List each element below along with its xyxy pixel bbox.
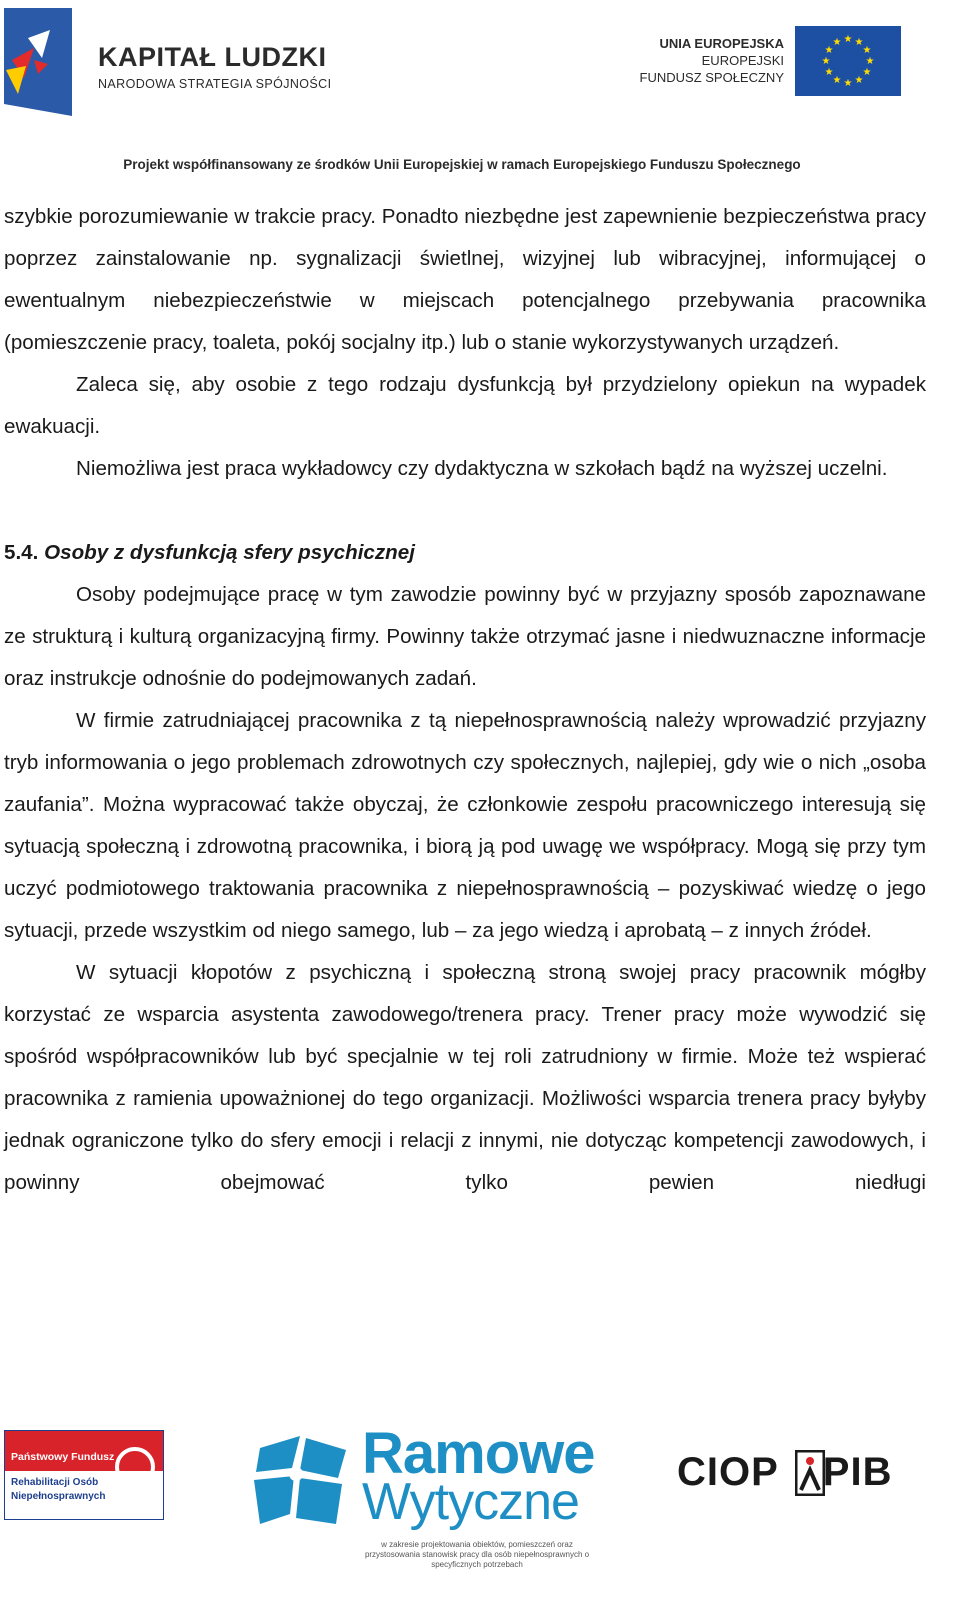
paragraph-4: Osoby podejmujące pracę w tym zawodzie powinny być w przyjazny sposób zapoznawane ze strukturą i kulturą organizacyjną firmy. Powinny także otrzymać jasne i niedwuznaczne informacje oraz instrukcje odnośnie do podejmowanych zadań. — [4, 583, 926, 690]
section-title: Osoby z dysfunkcją sfery psychicznej — [44, 541, 415, 564]
ramowe-wytyczne-subtitle: w zakresie projektowania obiektów, pomieszczeń oraz przystosowania stanowisk pracy dla osób niepełnosprawnych o specyficznych potrzebach — [364, 1540, 590, 1569]
pfron-line-2: Rehabilitacji Osób — [11, 1477, 99, 1488]
page-footer — [0, 1420, 960, 1620]
svg-text:★: ★ — [854, 75, 864, 86]
paragraph-6: W sytuacji kłopotów z psychiczną i społeczną stroną swojej pracy pracownik mógłby korzystać ze wsparcia asystenta zawodowego/trenera pracy. Trener pracy może wywodzić się spośród współpracowników lub być specjalnie w tej roli zatrudniony w firmie. Może też wspierać pracownika z ramienia upoważnionej do tego organizacji. Możliwości wsparcia trenera pracy byłyby jednak ograniczone tylko do sfery emocji i relacji z innymi, nie dotycząc kompetencji zawodowych, i powinny obejmować tylko pewien niedługi — [4, 961, 926, 1194]
wytyczne-title: Wytyczne — [362, 1473, 579, 1531]
paragraph-1: szybkie porozumiewanie w trakcie pracy. Ponadto niezbędne jest zapewnienie bezpieczeństwa pracy poprzez zainstalowanie np. sygnalizacji świetlnej, wizyjnej lub wibracyjnej, informującej o ewentualnym niebezpieczeństwie w miejscach potencjalnego przebywania pracownika (pomieszczenie pracy, toaleta, pokój socjalny itp.) lub o stanie wykorzystywanych urządzeń. — [4, 205, 926, 354]
svg-text:★: ★ — [862, 45, 872, 56]
eu-line-1: UNIA EUROPEJSKA — [659, 36, 784, 51]
ramowe-title: Ramowe — [362, 1421, 595, 1486]
eu-fund-text — [600, 35, 784, 86]
svg-text:★: ★ — [865, 56, 875, 67]
paragraph-2: Zaleca się, aby osobie z tego rodzaju dysfunkcją był przydzielony opiekun na wypadek ewakuacji. — [4, 373, 926, 438]
svg-text:★: ★ — [824, 67, 834, 78]
section-number: 5.4. — [4, 541, 39, 564]
kapital-ludzki-logo — [4, 8, 84, 116]
ciop-figure-icon — [795, 1450, 825, 1496]
page-header — [0, 0, 960, 190]
svg-text:★: ★ — [832, 75, 842, 86]
ciop-text: CIOP — [677, 1450, 779, 1494]
paragraph-5: W firmie zatrudniającej pracownika z tą niepełnosprawnością należy wprowadzić przyjazny tryb informowania o jego problemach zdrowotnych czy społecznych, najlepiej, gdy wie o nich „osoba zaufania”. Można wypracować także obyczaj, że członkowie zespołu pracowniczego interesują się sytuacją społeczną i zdrowotną pracownika, i biorą ją pod uwagę we współpracy. Mogą się przy tym uczyć podmiotowego traktowania pracownika z niepełnosprawnością – pozyskiwać wiedzę o jego sytuacji, przede wszystkim od niego samego, lub – za jego wiedzą i aprobatą – z innych źródeł. — [4, 709, 926, 942]
svg-text:★: ★ — [862, 67, 872, 78]
svg-text:★: ★ — [824, 45, 834, 56]
eu-flag-icon — [795, 26, 901, 96]
pfron-line-3: Niepełnosprawnych — [11, 1491, 106, 1502]
kapital-ludzki-title: KAPITAŁ LUDZKI — [98, 42, 327, 72]
document-body — [4, 196, 926, 1204]
cofinancing-note: Projekt współfinansowany ze środków Unii Europejskiej w ramach Europejskiego Funduszu Społecznego — [123, 157, 801, 172]
pfron-logo — [4, 1430, 164, 1520]
pib-text: PIB — [822, 1450, 893, 1494]
svg-text:★: ★ — [843, 78, 853, 89]
pfron-line-1: Państwowy Fundusz — [11, 1451, 115, 1463]
svg-text:★: ★ — [821, 56, 831, 67]
section-heading — [4, 532, 926, 574]
eu-line-2: EUROPEJSKI — [701, 53, 784, 68]
ramowe-wytyczne-icon — [250, 1428, 360, 1538]
svg-text:★: ★ — [843, 34, 853, 45]
eu-line-3: FUNDUSZ SPOŁECZNY — [639, 70, 784, 85]
pfron-circle-icon — [115, 1447, 155, 1487]
ciop-pib-logo — [677, 1450, 892, 1495]
svg-text:★: ★ — [854, 37, 864, 48]
svg-text:★: ★ — [832, 37, 842, 48]
kapital-ludzki-subtitle: NARODOWA STRATEGIA SPÓJNOŚCI — [98, 77, 332, 91]
paragraph-3: Niemożliwa jest praca wykładowcy czy dydaktyczna w szkołach bądź na wyższej uczelni. — [76, 457, 888, 480]
